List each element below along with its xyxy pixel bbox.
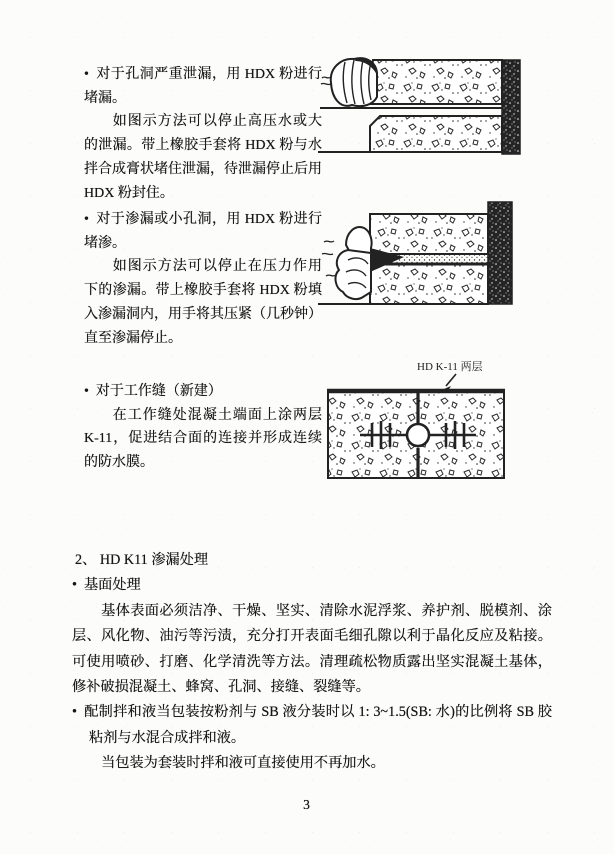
- bullet-text: 配制拌和液当包装按粉剂与 SB 液分装时以 1: 3~1.5(SB: 水)的比例将 SB 胶粘剂与水混合成拌和液。: [83, 704, 552, 746]
- wall-dark-edge: [502, 60, 520, 154]
- lower-concrete-slab: [370, 116, 502, 152]
- base-treatment-paragraph: 基体表面必须洁净、干燥、坚实、清除水泥浮浆、养护剂、脱模剂、涂层、风化物、油污等污渍，充分打开表面毛细孔隙以利于晶化反应及粘接。可使用喷砂、打磨、化学清洗等方法。清理疏松物质露出坚实混凝土基体，修补破损混凝土、蜂窝、孔洞、接缝、裂缝等。: [72, 602, 552, 696]
- bullet-icon: •: [84, 67, 89, 82]
- wall-dark-edge: [488, 202, 512, 304]
- upper-concrete-slab: [370, 214, 488, 254]
- wrist-lines: [322, 241, 336, 276]
- bullet-icon: •: [72, 704, 77, 721]
- bullet-paragraph: 在工作缝处混凝土端面上涂两层 K-11，促进结合面的连接并形成连续的防水膜。: [84, 407, 322, 471]
- bullet-block-severe-leak: [84, 63, 322, 205]
- bullet-icon: •: [84, 384, 89, 399]
- bullet-heading: [84, 380, 322, 404]
- thumb-pressing-hdx-into-hole-figure: [318, 198, 516, 310]
- construction-joint-waterstop-figure: [320, 355, 512, 487]
- set-package-paragraph: 当包装为套装时拌和液可直接使用不再加水。: [101, 755, 385, 772]
- bullet-icon: •: [84, 212, 89, 227]
- pressing-hand-icon: [321, 58, 377, 106]
- figure-label: HD K-11 两层: [417, 361, 483, 373]
- bullet-heading: [84, 63, 322, 110]
- severe-leak-illustration: [316, 53, 522, 161]
- waterstop-bulb-circle: [407, 424, 429, 446]
- thumb-pressing-hand-icon: [322, 227, 372, 299]
- bullet-mixing-liquid: [72, 700, 552, 751]
- lower-concrete-slab: [370, 264, 488, 304]
- section-heading: 2、 HD K11 渗漏处理: [75, 552, 209, 568]
- bullet-block-work-joint: [84, 380, 322, 475]
- bullet-paragraph: 如图示方法可以停止高压水或大的泄漏。带上橡胶手套将 HDX 粉与水拌合成膏状堵住泄漏，待泄漏停止后用 HDX 粉封住。: [84, 114, 322, 201]
- bullet-heading-text: 对于渗漏或小孔洞，用 HDX 粉进行堵渗。: [84, 212, 322, 251]
- bullet-heading-text: 对于孔洞严重泄漏，用 HDX 粉进行堵漏。: [84, 67, 322, 106]
- hand-plugging-severe-leak-figure: [316, 53, 522, 161]
- page-number: 3: [303, 797, 311, 812]
- work-joint-illustration: [320, 355, 512, 487]
- bullet-block-seepage: [84, 208, 322, 350]
- seepage-hole-illustration: [318, 198, 516, 310]
- bullet-text: 基面处理: [83, 577, 141, 594]
- bullet-heading: [84, 208, 322, 255]
- bullet-icon: •: [72, 577, 77, 594]
- bullet-heading-text: 对于工作缝（新建）: [95, 384, 222, 399]
- wrist-lines: [321, 77, 331, 85]
- upper-concrete-slab: [369, 60, 502, 104]
- bullet-paragraph: 如图示方法可以停止在压力作用下的渗漏。带上橡胶手套将 HDX 粉填入渗漏洞内，用手将其压紧（几秒钟）直至渗漏停止。: [84, 259, 322, 346]
- section-k11-treatment: [72, 548, 552, 777]
- bullet-base-treatment: [72, 573, 552, 598]
